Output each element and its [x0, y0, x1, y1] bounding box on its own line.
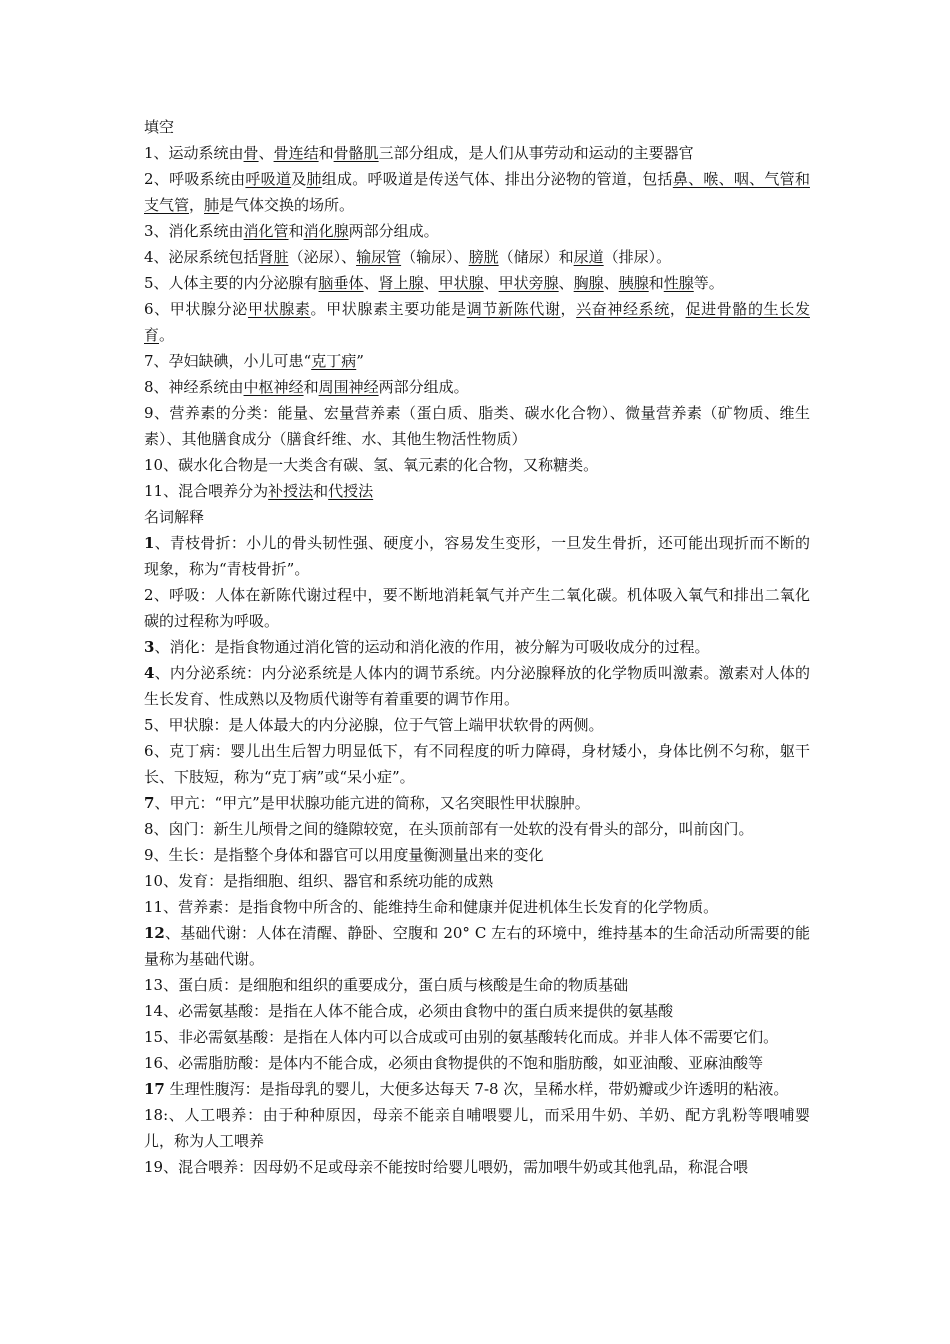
fill-blank-item	[144, 244, 810, 270]
item-text: （储尿）和	[498, 248, 574, 266]
item-text: 。甲状腺素主要功能是	[310, 300, 467, 318]
item-text: 1、运动系统由	[144, 144, 244, 162]
fill-blank-item	[144, 296, 810, 348]
term-item	[144, 816, 810, 842]
term-text: 、必需氨基酸：是指在人体不能合成，必须由食物中的蛋白质来提供的氨基酸	[163, 1002, 674, 1020]
item-text: ，	[560, 300, 577, 318]
term-item	[144, 530, 810, 582]
item-text: （排尿）。	[603, 248, 672, 266]
term-number: 14	[144, 1002, 164, 1020]
term-item	[144, 972, 810, 998]
answer-text: 消化管	[243, 222, 289, 240]
term-item	[144, 582, 810, 634]
answer-text: 鼻、喉、咽、气管和支气管	[144, 170, 810, 214]
fill-blank-item	[144, 270, 810, 296]
item-text: 7、孕妇缺碘，小儿可患“	[144, 352, 312, 370]
item-text: 、	[483, 274, 499, 292]
term-text: 、克丁病：婴儿出生后智力明显低下，有不同程度的听力障碍，身材矮小，身体比例不匀称，躯干长、下肢短，称为“克丁病”或“呆小症”。	[144, 742, 810, 786]
item-text: 3、消化系统由	[144, 222, 244, 240]
term-text: 、内分泌系统：内分泌系统是人体内的调节系统。内分泌腺释放的化学物质叫激素。激素对人体的生长发育、性成熟以及物质代谢等有着重要的调节作用。	[144, 664, 810, 708]
term-item	[144, 894, 810, 920]
answer-text: 胰腺	[618, 274, 649, 292]
term-item	[144, 738, 810, 790]
item-text: 两部分组成。	[378, 378, 469, 396]
section-heading-terms: 名词解释	[144, 508, 205, 526]
item-text: 、	[363, 274, 379, 292]
fill-blank-item	[144, 452, 810, 478]
term-text: 、基础代谢：人体在清醒、静卧、空腹和 20° C 左右的环境中，维持基本的生命活动所需要的能量称为基础代谢。	[144, 924, 810, 968]
item-text: 及	[291, 170, 307, 188]
term-text: 、呼吸：人体在新陈代谢过程中，要不断地消耗氧气并产生二氧化碳。机体吸入氧气和排出二氧化碳的过程称为呼吸。	[144, 586, 810, 630]
term-text: 、蛋白质：是细胞和组织的重要成分，蛋白质与核酸是生命的物质基础	[163, 976, 629, 994]
item-text: ，	[189, 196, 205, 214]
term-text: 、发育：是指细胞、组织、器官和系统功能的成熟	[163, 872, 494, 890]
term-item	[144, 634, 810, 660]
answer-text: 中枢神经	[243, 378, 304, 396]
item-text: 和	[313, 482, 329, 500]
term-number: 3	[144, 638, 155, 656]
term-number: 16	[144, 1054, 164, 1072]
section-heading-fill-blank: 填空	[144, 118, 175, 136]
item-text: 、	[558, 274, 574, 292]
term-text: 、营养素：是指食物中所含的、能维持生命和健康并促进机体生长发育的化学物质。	[163, 898, 719, 916]
item-text: 9、营养素的分类：能量、宏量营养素（蛋白质、脂类、碳水化合物）、微量营养素（矿物质、维生素）、其他膳食成分（膳食纤维、水、其他生物活性物质）	[144, 404, 810, 448]
answer-text: 输尿管	[356, 248, 402, 266]
answer-text: 肾脏	[258, 248, 289, 266]
term-item	[144, 1024, 810, 1050]
answer-text: 骨骼肌	[333, 144, 379, 162]
term-number: 4	[144, 664, 155, 682]
term-item	[144, 712, 810, 738]
item-text: 组成。呼吸道是传送气体、排出分泌物的管道，包括	[321, 170, 673, 188]
term-text: 、甲亢：“甲亢”是甲状腺功能亢进的简称，又名突眼性甲状腺肿。	[154, 794, 590, 812]
item-text: 11、混合喂养分为	[144, 482, 269, 500]
term-item	[144, 868, 810, 894]
answer-text: 代授法	[328, 482, 374, 500]
fill-blank-item	[144, 218, 810, 244]
term-number: 17	[144, 1080, 165, 1098]
term-text: :、人工喂养：由于种种原因，母亲不能亲自哺喂婴儿，而采用牛奶、羊奶、配方乳粉等喂哺婴儿，称为人工喂养	[144, 1106, 810, 1150]
term-item	[144, 1076, 810, 1102]
term-text: 、消化：是指食物通过消化管的运动和消化液的作用，被分解为可吸收成分的过程。	[154, 638, 710, 656]
item-text: 6、甲状腺分泌	[144, 300, 248, 318]
answer-text: 骨连结	[273, 144, 319, 162]
document-body	[144, 114, 810, 1180]
answer-text: 周围神经	[318, 378, 379, 396]
term-item	[144, 1102, 810, 1154]
item-text: ”	[356, 352, 364, 370]
item-text: 10、碳水化合物是一大类含有碳、氢、氧元素的化合物，又称糖类。	[144, 456, 599, 474]
item-text: 两部分组成。	[348, 222, 439, 240]
term-number: 1	[144, 534, 155, 552]
answer-text: 肺	[306, 170, 322, 188]
term-text: 生理性腹泻：是指母乳的婴儿，大便多达每天 7-8 次，呈稀水样，带奶瓣或少许透明的粘液。	[164, 1080, 789, 1098]
fill-blank-item	[144, 348, 810, 374]
term-item	[144, 920, 810, 972]
item-text: 8、神经系统由	[144, 378, 244, 396]
term-number: 11	[144, 898, 164, 916]
term-text: 、囟门：新生儿颅骨之间的缝隙较宽，在头顶前部有一处软的没有骨头的部分，叫前囟门。	[153, 820, 754, 838]
item-text: 和	[288, 222, 304, 240]
item-text: 。	[159, 326, 175, 344]
item-text: 三部分组成，是人们从事劳动和运动的主要器官	[378, 144, 694, 162]
answer-text: 促进骨骼的生长发育	[144, 300, 810, 344]
term-item	[144, 660, 810, 712]
item-text: 5、人体主要的内分泌腺有	[144, 274, 319, 292]
item-text: 等。	[693, 274, 724, 292]
term-text: 、甲状腺：是人体最大的内分泌腺，位于气管上端甲状软骨的两侧。	[153, 716, 604, 734]
term-text: 、非必需氨基酸：是指在人体内可以合成或可由别的氨基酸转化而成。并非人体不需要它们。	[163, 1028, 779, 1046]
answer-text: 克丁病	[311, 352, 357, 370]
item-text: ，	[669, 300, 686, 318]
item-text: 、	[603, 274, 619, 292]
answer-text: 膀胱	[468, 248, 499, 266]
answer-text: 调节新陈代谢	[466, 300, 561, 318]
term-item	[144, 1050, 810, 1076]
answer-text: 甲状腺	[438, 274, 484, 292]
item-text: 和	[318, 144, 334, 162]
answer-text: 甲状腺素	[247, 300, 311, 318]
item-text: （输尿）、	[401, 248, 469, 266]
terms-list	[144, 530, 810, 1180]
term-text: 、生长：是指整个身体和器官可以用度量衡测量出来的变化	[153, 846, 544, 864]
term-number: 13	[144, 976, 164, 994]
term-number: 5	[144, 716, 154, 734]
item-text: 4、泌尿系统包括	[144, 248, 259, 266]
answer-text: 兴奋神经系统	[576, 300, 670, 318]
item-text: 和	[303, 378, 319, 396]
term-item	[144, 998, 810, 1024]
term-text: 、必需脂肪酸：是体内不能合成，必须由食物提供的不饱和脂肪酸，如亚油酸、亚麻油酸等	[163, 1054, 764, 1072]
fill-blank-item	[144, 478, 810, 504]
fill-blank-item	[144, 140, 810, 166]
answer-text: 呼吸道	[245, 170, 292, 188]
term-number: 12	[144, 924, 165, 942]
answer-text: 消化腺	[303, 222, 349, 240]
answer-text: 补授法	[268, 482, 314, 500]
answer-text: 骨	[243, 144, 259, 162]
answer-text: 肺	[204, 196, 220, 214]
term-number: 6	[144, 742, 154, 760]
answer-text: 甲状旁腺	[498, 274, 559, 292]
fill-blank-item	[144, 166, 810, 218]
fill-blank-item	[144, 374, 810, 400]
item-text: 、	[258, 144, 274, 162]
item-text: 2、呼吸系统由	[144, 170, 246, 188]
term-text: 、混合喂养：因母奶不足或母亲不能按时给婴儿喂奶，需加喂牛奶或其他乳品，称混合喂	[163, 1158, 749, 1176]
fill-blank-list	[144, 140, 810, 504]
term-number: 8	[144, 820, 154, 838]
answer-text: 尿道	[573, 248, 604, 266]
term-number: 15	[144, 1028, 164, 1046]
term-number: 2	[144, 586, 154, 604]
answer-text: 肾上腺	[378, 274, 424, 292]
term-number: 7	[144, 794, 155, 812]
item-text: 、	[423, 274, 439, 292]
fill-blank-item	[144, 400, 810, 452]
term-number: 10	[144, 872, 164, 890]
answer-text: 脑垂体	[318, 274, 364, 292]
term-number: 18	[144, 1106, 164, 1124]
term-number: 19	[144, 1158, 164, 1176]
item-text: 和	[648, 274, 664, 292]
answer-text: 性腺	[663, 274, 694, 292]
answer-text: 胸腺	[573, 274, 604, 292]
term-item	[144, 842, 810, 868]
term-number: 9	[144, 846, 154, 864]
item-text: 是气体交换的场所。	[219, 196, 355, 214]
item-text: （泌尿）、	[288, 248, 357, 266]
term-item	[144, 790, 810, 816]
term-text: 、青枝骨折：小儿的骨头韧性强、硬度小，容易发生变形，一旦发生骨折，还可能出现折而不断的现象，称为“青枝骨折”。	[144, 534, 810, 578]
term-item	[144, 1154, 810, 1180]
